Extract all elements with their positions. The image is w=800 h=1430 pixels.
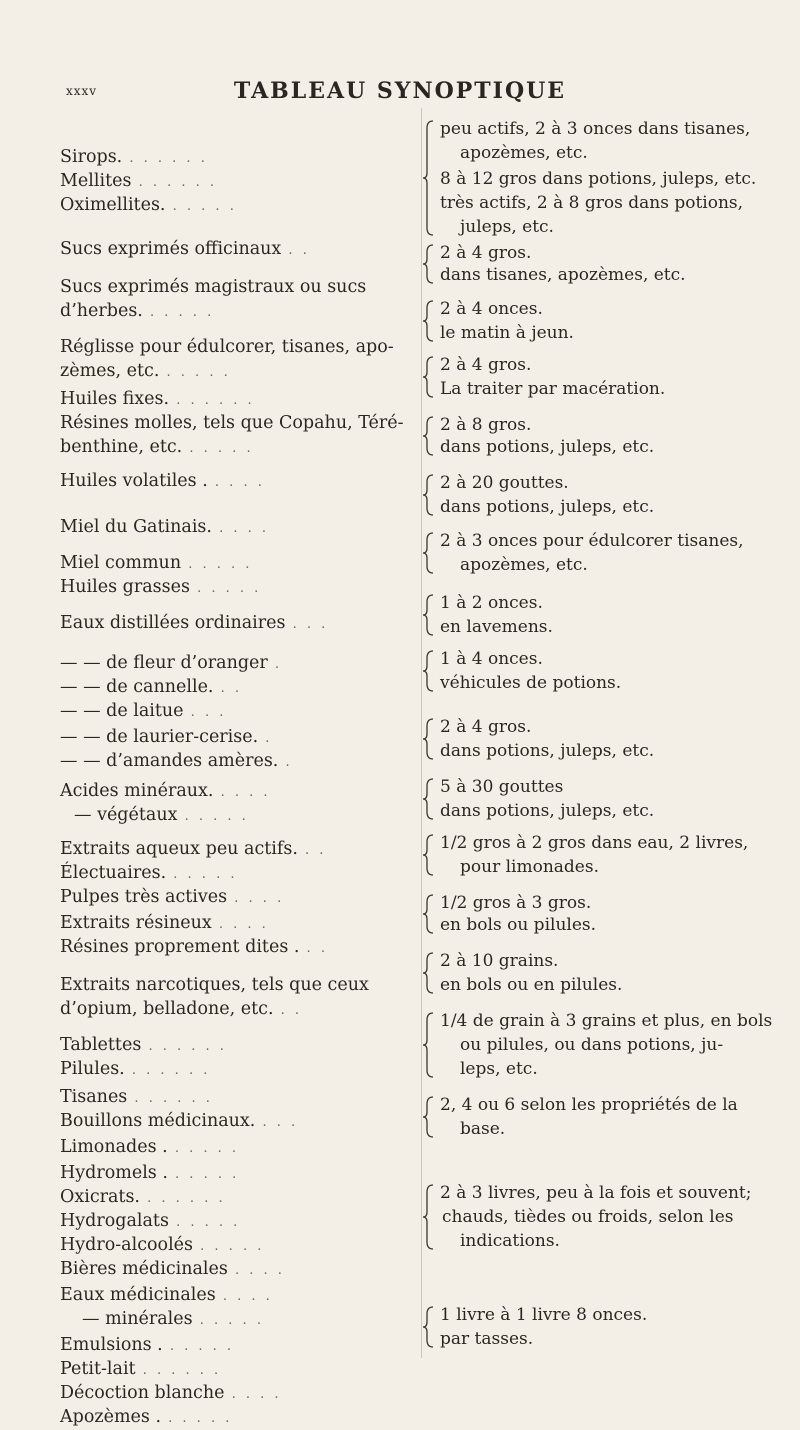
dot-leader: . . . . xyxy=(207,475,265,490)
preparation-label: Hydrogalats xyxy=(60,1211,169,1231)
preparation-entry xyxy=(60,276,366,298)
preparation-entry xyxy=(60,1234,264,1258)
page-header xyxy=(0,78,800,108)
preparation-label: Miel du Gatinais. xyxy=(60,517,212,537)
preparation-entry xyxy=(60,1334,234,1358)
preparation-entry xyxy=(60,1258,285,1282)
dot-leader: . . . . . xyxy=(181,557,253,572)
dot-leader: . . . . . xyxy=(182,441,254,456)
preparation-entry xyxy=(60,998,302,1022)
preparation-entry xyxy=(60,862,237,886)
brace-icon xyxy=(422,834,436,876)
preparation-entry xyxy=(60,780,271,804)
dosage-text: 1 à 2 onces. xyxy=(440,593,543,613)
running-title: TABLEAU SYNOPTIQUE xyxy=(233,78,567,104)
dosage-text: pour limonades. xyxy=(460,857,599,877)
dosage-text: La traiter par macération. xyxy=(440,379,666,399)
preparation-entry xyxy=(60,652,282,676)
preparation-label: — — de fleur d’oranger xyxy=(60,653,268,673)
brace-icon xyxy=(422,300,436,342)
preparation-label: — végétaux xyxy=(74,805,178,825)
preparation-entry xyxy=(60,194,237,218)
dosage-text: 2 à 4 gros. xyxy=(440,355,532,375)
preparation-label: — minérales xyxy=(82,1309,193,1329)
dosage-text: 2 à 3 livres, peu à la fois et souvent; xyxy=(440,1183,752,1203)
brace-icon xyxy=(422,718,436,760)
preparation-entry xyxy=(60,974,369,996)
preparation-label: Oximellites. xyxy=(60,195,166,215)
preparation-entry xyxy=(60,300,214,324)
brace-icon xyxy=(422,952,436,994)
dot-leader: . . . . xyxy=(227,1263,285,1278)
preparation-entry xyxy=(60,1382,282,1406)
preparation-label: zèmes, etc. xyxy=(60,361,160,381)
preparation-entry xyxy=(74,804,249,828)
preparation-label: benthine, etc. xyxy=(60,437,183,457)
preparation-label: Hydromels . xyxy=(60,1163,168,1183)
dosage-text: 8 à 12 gros dans potions, juleps, etc. xyxy=(440,169,757,189)
dot-leader: . . xyxy=(297,843,327,858)
dosage-text: chauds, tièdes ou froids, selon les xyxy=(442,1207,734,1227)
preparation-entry xyxy=(60,838,326,862)
dot-leader: . . . . xyxy=(211,917,269,932)
brace-icon xyxy=(422,1306,436,1348)
preparation-label: Sirops. xyxy=(60,147,123,167)
dot-leader: . xyxy=(267,657,283,672)
preparation-label: Huiles fixes. xyxy=(60,389,170,409)
preparation-label: Extraits résineux xyxy=(60,913,212,933)
preparation-entry xyxy=(60,750,293,774)
preparation-entry xyxy=(60,336,394,358)
preparation-label: Extraits narcotiques, tels que ceux xyxy=(60,975,369,995)
preparation-entry xyxy=(60,912,269,936)
brace-icon xyxy=(422,778,436,820)
dosage-text: 1/2 gros à 2 gros dans eau, 2 livres, xyxy=(440,833,749,853)
preparation-label: Bouillons médicinaux. xyxy=(60,1111,256,1131)
preparation-entry xyxy=(60,552,252,576)
preparation-entry xyxy=(60,146,208,170)
preparation-entry xyxy=(60,1284,273,1308)
preparation-entry xyxy=(82,1308,264,1332)
dot-leader: . . . . xyxy=(215,1289,273,1304)
dot-leader: . . . . . xyxy=(166,867,238,882)
preparation-label: Apozèmes . xyxy=(60,1407,162,1427)
preparation-entry xyxy=(60,388,255,412)
preparation-column xyxy=(60,108,420,1427)
dosage-text: 1 livre à 1 livre 8 onces. xyxy=(440,1305,648,1325)
dot-leader: . . . . . . xyxy=(122,151,208,166)
dot-leader: . . . . . xyxy=(193,1239,265,1254)
preparation-entry xyxy=(60,1210,240,1234)
dosage-text: 2, 4 ou 6 selon les propriétés de la xyxy=(440,1095,738,1115)
dot-leader: . . . . xyxy=(211,521,270,536)
preparation-label: — — de cannelle. xyxy=(60,677,214,697)
preparation-entry xyxy=(60,170,217,194)
dosage-text: véhicules de potions. xyxy=(440,673,622,693)
preparation-entry xyxy=(60,726,272,750)
dot-leader: . . . . . xyxy=(189,581,262,596)
preparation-entry xyxy=(60,1406,232,1430)
dosage-text: 1/2 gros à 3 gros. xyxy=(440,893,592,913)
brace-icon xyxy=(422,1096,436,1138)
preparation-label: Hydro-alcoolés xyxy=(60,1235,194,1255)
dosage-text: base. xyxy=(460,1119,506,1139)
dosage-text: 2 à 4 gros. xyxy=(440,717,532,737)
dot-leader: . . . . . . xyxy=(141,1039,227,1054)
page-number: xxxv xyxy=(66,84,98,98)
preparation-label: Huiles volatiles . xyxy=(60,471,208,491)
dosage-text: dans tisanes, apozèmes, etc. xyxy=(440,265,686,285)
brace-icon xyxy=(422,594,436,636)
preparation-label: — — de laitue xyxy=(60,701,184,721)
preparation-entry xyxy=(60,1034,227,1058)
preparation-label: d’herbes. xyxy=(60,301,143,321)
preparation-label: Eaux distillées ordinaires xyxy=(60,613,286,633)
dot-leader: . . . . . xyxy=(142,305,215,320)
dosage-text: indications. xyxy=(460,1231,560,1251)
preparation-entry xyxy=(60,436,254,460)
preparation-label: Pilules. xyxy=(60,1059,125,1079)
dosage-text: 2 à 3 onces pour édulcorer tisanes, xyxy=(440,531,744,551)
brace-icon xyxy=(422,120,436,236)
dot-leader: . . . . . xyxy=(161,1411,233,1426)
dot-leader: . . . . . xyxy=(167,1141,240,1156)
dot-leader: . xyxy=(278,755,293,770)
preparation-label: Huiles grasses xyxy=(60,577,190,597)
dot-leader: . . . . . xyxy=(159,365,231,380)
dot-leader: . . . . . . xyxy=(131,175,218,190)
dosage-text: apozèmes, etc. xyxy=(460,555,588,575)
preparation-entry xyxy=(60,1358,221,1382)
dosage-text: 2 à 4 onces. xyxy=(440,299,543,319)
preparation-label: Tablettes xyxy=(60,1035,142,1055)
preparation-label: Eaux médicinales xyxy=(60,1285,216,1305)
dot-leader: . . . . . xyxy=(168,1215,241,1230)
preparation-label: Tisanes xyxy=(60,1087,128,1107)
dot-leader: . . . . . xyxy=(167,1167,240,1182)
dosage-text: très actifs, 2 à 8 gros dans potions, xyxy=(440,193,744,213)
brace-icon xyxy=(422,244,436,284)
brace-icon xyxy=(422,416,436,456)
dosage-text: dans potions, juleps, etc. xyxy=(440,497,655,517)
preparation-entry xyxy=(60,1110,298,1134)
dosage-text: 5 à 30 gouttes xyxy=(440,777,564,797)
brace-icon xyxy=(422,1012,436,1078)
dosage-text: dans potions, juleps, etc. xyxy=(440,741,655,761)
dot-leader: . . . . . xyxy=(162,1339,235,1354)
dot-leader: . . . xyxy=(183,705,227,720)
preparation-label: Sucs exprimés officinaux xyxy=(60,239,282,259)
preparation-label: Extraits aqueux peu actifs. xyxy=(60,839,298,859)
dosage-text: en lavemens. xyxy=(440,617,553,637)
dot-leader: . . . . . . xyxy=(127,1091,213,1106)
preparation-label: Résines proprement dites . xyxy=(60,937,300,957)
dosage-text: 1/4 de grain à 3 grains et plus, en bols xyxy=(440,1011,773,1031)
dot-leader: . . . . . xyxy=(192,1313,264,1328)
preparation-entry xyxy=(60,470,265,494)
dosage-text: leps, etc. xyxy=(460,1059,538,1079)
preparation-entry xyxy=(60,936,328,960)
dosage-column xyxy=(422,108,800,1378)
brace-icon xyxy=(422,650,436,692)
dot-leader: . . . . . . xyxy=(124,1063,211,1078)
dosage-text: dans potions, juleps, etc. xyxy=(440,801,655,821)
dosage-text: ou pilules, ou dans potions, ju- xyxy=(460,1035,724,1055)
preparation-entry xyxy=(60,1136,239,1160)
dosage-text: dans potions, juleps, etc. xyxy=(440,437,655,457)
dot-leader: . . . . xyxy=(224,1387,282,1402)
preparation-entry xyxy=(60,412,404,434)
dot-leader: . . xyxy=(281,243,310,258)
dot-leader: . . xyxy=(273,1003,303,1018)
dosage-text: peu actifs, 2 à 3 onces dans tisanes, xyxy=(440,119,751,139)
preparation-entry xyxy=(60,1186,226,1210)
dosage-text: 2 à 10 grains. xyxy=(440,951,559,971)
dot-leader: . . . . xyxy=(227,891,285,906)
preparation-label: Acides minéraux. xyxy=(60,781,214,801)
preparation-entry xyxy=(60,360,231,384)
preparation-label: Électuaires. xyxy=(60,863,167,883)
preparation-entry xyxy=(60,516,269,540)
brace-icon xyxy=(422,1184,436,1250)
dot-leader: . xyxy=(258,731,273,746)
preparation-entry xyxy=(60,1058,210,1082)
preparation-label: Résines molles, tels que Copahu, Téré- xyxy=(60,413,404,433)
dot-leader: . . . . . xyxy=(165,199,237,214)
preparation-label: Décoction blanche xyxy=(60,1383,225,1403)
dot-leader: . . . . . . xyxy=(140,1191,226,1206)
preparation-label: d’opium, belladone, etc. xyxy=(60,999,274,1019)
preparation-entry xyxy=(60,1162,239,1186)
preparation-label: Pulpes très actives xyxy=(60,887,228,907)
preparation-label: Miel commun xyxy=(60,553,182,573)
preparation-entry xyxy=(60,676,242,700)
dosage-text: en bols ou pilules. xyxy=(440,915,597,935)
dosage-text: 1 à 4 onces. xyxy=(440,649,543,669)
preparation-label: Petit-lait xyxy=(60,1359,136,1379)
brace-icon xyxy=(422,894,436,934)
brace-icon xyxy=(422,356,436,398)
dosage-text: juleps, etc. xyxy=(460,217,554,237)
dot-leader: . . . . . xyxy=(177,809,249,824)
dot-leader: . . . xyxy=(255,1115,299,1130)
preparation-label: Mellites xyxy=(60,171,132,191)
dosage-text: par tasses. xyxy=(440,1329,534,1349)
preparation-entry xyxy=(60,1086,213,1110)
preparation-label: Sucs exprimés magistraux ou sucs xyxy=(60,277,367,297)
preparation-label: — — de laurier-cerise. xyxy=(60,727,259,747)
preparation-label: Oxicrats. xyxy=(60,1187,140,1207)
dosage-text: 2 à 4 gros. xyxy=(440,243,532,263)
dot-leader: . . xyxy=(299,941,328,956)
dot-leader: . . . xyxy=(285,617,329,632)
dot-leader: . . . . . . xyxy=(135,1363,222,1378)
preparation-label: Bières médicinales xyxy=(60,1259,228,1279)
preparation-label: Limonades . xyxy=(60,1137,168,1157)
preparation-entry xyxy=(60,576,261,600)
dosage-text: le matin à jeun. xyxy=(440,323,574,343)
brace-icon xyxy=(422,532,436,574)
preparation-entry xyxy=(60,700,226,724)
dot-leader: . . . . . . xyxy=(169,393,255,408)
dosage-text: en bols ou en pilules. xyxy=(440,975,623,995)
preparation-label: — — d’amandes amères. xyxy=(60,751,279,771)
preparation-label: Réglisse pour édulcorer, tisanes, apo- xyxy=(60,337,394,357)
preparation-label: Emulsions . xyxy=(60,1335,163,1355)
dot-leader: . . . . xyxy=(213,785,271,800)
preparation-entry xyxy=(60,612,328,636)
preparation-entry xyxy=(60,886,284,910)
dosage-text: 2 à 8 gros. xyxy=(440,415,532,435)
preparation-entry xyxy=(60,238,310,262)
dosage-text: 2 à 20 gouttes. xyxy=(440,473,569,493)
brace-icon xyxy=(422,474,436,516)
dot-leader: . . xyxy=(213,681,243,696)
dosage-text: apozèmes, etc. xyxy=(460,143,588,163)
